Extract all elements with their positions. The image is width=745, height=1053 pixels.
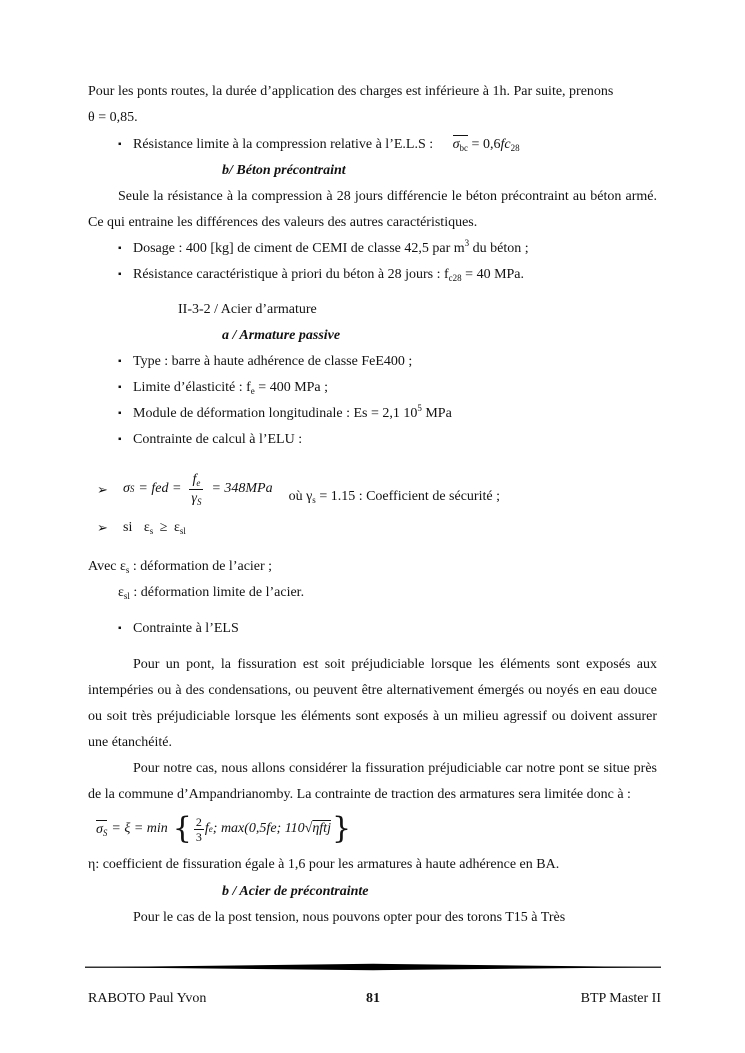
intro-text: Pour les ponts routes, la durée d’application des charges est inférieure à 1h. Par suite, prenons bbox=[88, 84, 614, 99]
paragraph-eta: η: coefficient de fissuration égale à 1,6 pour les armatures à haute adhérence en BA. bbox=[88, 857, 560, 872]
definition-eps-sl: $\varepsilon_{sl}$ : déformation limite de l’acier. bbox=[118, 585, 305, 601]
subheading-armature-passive: a / Armature passive bbox=[222, 328, 341, 343]
sqrt-icon: √ bbox=[304, 821, 313, 836]
paragraph-post-tension: Pour le cas de la post tension, nous pouvons opter pour des torons T15 à Très bbox=[133, 910, 566, 925]
theta-line bbox=[88, 105, 657, 131]
bullet-square-icon: ▪ bbox=[118, 408, 122, 419]
subheading-acier-precontrainte: b / Acier de précontrainte bbox=[222, 884, 369, 899]
bullet-square-icon: ▪ bbox=[118, 434, 122, 445]
bullet-els-label: Résistance limite à la compression relative à l’E.L.S : bbox=[133, 137, 434, 152]
bullet-square-icon: ▪ bbox=[118, 269, 122, 280]
bullet-contrainte-elu: ▪ Contrainte de calcul à l’ELU : bbox=[88, 427, 657, 453]
arrow-bullet-icon: ➢ bbox=[97, 482, 108, 497]
formula-elu: ➢ σ S = fed = $\frac{f_e}{\gamma_S}$ = 348MPa où $\gamma_s = 1.15$ : Coefficient de sécurité ; bbox=[88, 463, 657, 515]
subheading-beton-precontraint: b/ Béton précontraint bbox=[222, 163, 346, 178]
footer-program: BTP Master II bbox=[580, 991, 661, 1006]
bullet-resistance-caracteristique: ▪ Résistance caractéristique à priori du béton à 28 jours : $f_{c28} = 40$ MPa. bbox=[88, 262, 657, 288]
bullet-limite-elasticite: ▪ Limite d’élasticité : $f_e = 400$ MPa ; bbox=[88, 375, 657, 401]
definition-eps-s: Avec $\varepsilon_s$ : déformation de l’acier ; bbox=[88, 559, 273, 575]
page-body bbox=[88, 79, 657, 931]
bullet-square-icon: ▪ bbox=[118, 356, 122, 367]
condition-si: ➢ si $\varepsilon_s \ge \varepsilon_{sl}$ bbox=[88, 515, 657, 541]
footer-divider bbox=[85, 963, 661, 972]
paragraph-fissuration: Pour un pont, la fissuration est soit préjudiciable lorsque les éléments sont exposés aux intempéries ou à des condensations, ou peuvent être alternativement émergés ou noyés en eau douce ou soit très préjudiciable lorsque les éléments sont exposés à un milieu agressif ou doivent assurer une étanchéité. bbox=[88, 657, 657, 750]
bullet-square-icon: ▪ bbox=[118, 139, 122, 150]
bullet-dosage: ▪ Dosage : 400 [kg] de ciment de CEMI de classe 42,5 par $m^3$ du béton ; bbox=[88, 236, 657, 262]
footer-row bbox=[85, 986, 661, 1012]
formula-els: $\sigma_{bc} = 0,6fc_{28}$ bbox=[452, 137, 520, 153]
formula-sigma-min: $\sigma_S$ = ξ = min { $\frac{2}{3}$ f e ; max(0,5fe; 110 √ ηftj } bbox=[96, 811, 352, 846]
bullet-square-icon: ▪ bbox=[118, 623, 122, 634]
paragraph-notre-cas: Pour notre cas, nous allons considérer la fissuration préjudiciable car notre pont se situe près de la commune d’Ampandrianomby. La contrainte de traction des armatures sera limitée donc à : bbox=[88, 761, 657, 802]
open-brace: { bbox=[172, 811, 192, 846]
bullet-resistance-els bbox=[88, 132, 657, 158]
fraction-two-thirds: $\frac{2}{3}$ bbox=[195, 814, 202, 844]
bullet-type: ▪ Type : barre à haute adhérence de classe FeE400 ; bbox=[88, 349, 657, 375]
fraction-fe-gammas: $\frac{f_e}{\gamma_S}$ bbox=[191, 471, 202, 507]
footer-author: RABOTO Paul Yvon bbox=[88, 991, 207, 1006]
bullet-contrainte-els: ▪ Contrainte à l’ELS bbox=[88, 616, 657, 642]
arrow-bullet-icon: ➢ bbox=[97, 520, 108, 535]
paragraph-intro bbox=[88, 79, 657, 105]
bullet-module-deformation: ▪ Module de déformation longitudinale : Es = 2,1 $10^5$ MPa bbox=[88, 401, 657, 427]
theta-value: θ = 0,85. bbox=[88, 110, 138, 125]
bullet-square-icon: ▪ bbox=[118, 382, 122, 393]
footer-page-number: 81 bbox=[366, 991, 380, 1006]
bullet-square-icon: ▪ bbox=[118, 243, 122, 254]
elu-note: où $\gamma_s = 1.15$ : Coefficient de sécurité ; bbox=[288, 489, 500, 505]
close-brace: } bbox=[331, 811, 352, 846]
heading-acier-armature: II-3-2 / Acier d’armature bbox=[178, 302, 317, 317]
paragraph-seule: Seule la résistance à la compression à 28 jours différencie le béton précontraint au béton armé. Ce qui entraine les différences des valeurs des autres caractéristiques. bbox=[88, 189, 657, 230]
page-footer bbox=[85, 956, 661, 1012]
